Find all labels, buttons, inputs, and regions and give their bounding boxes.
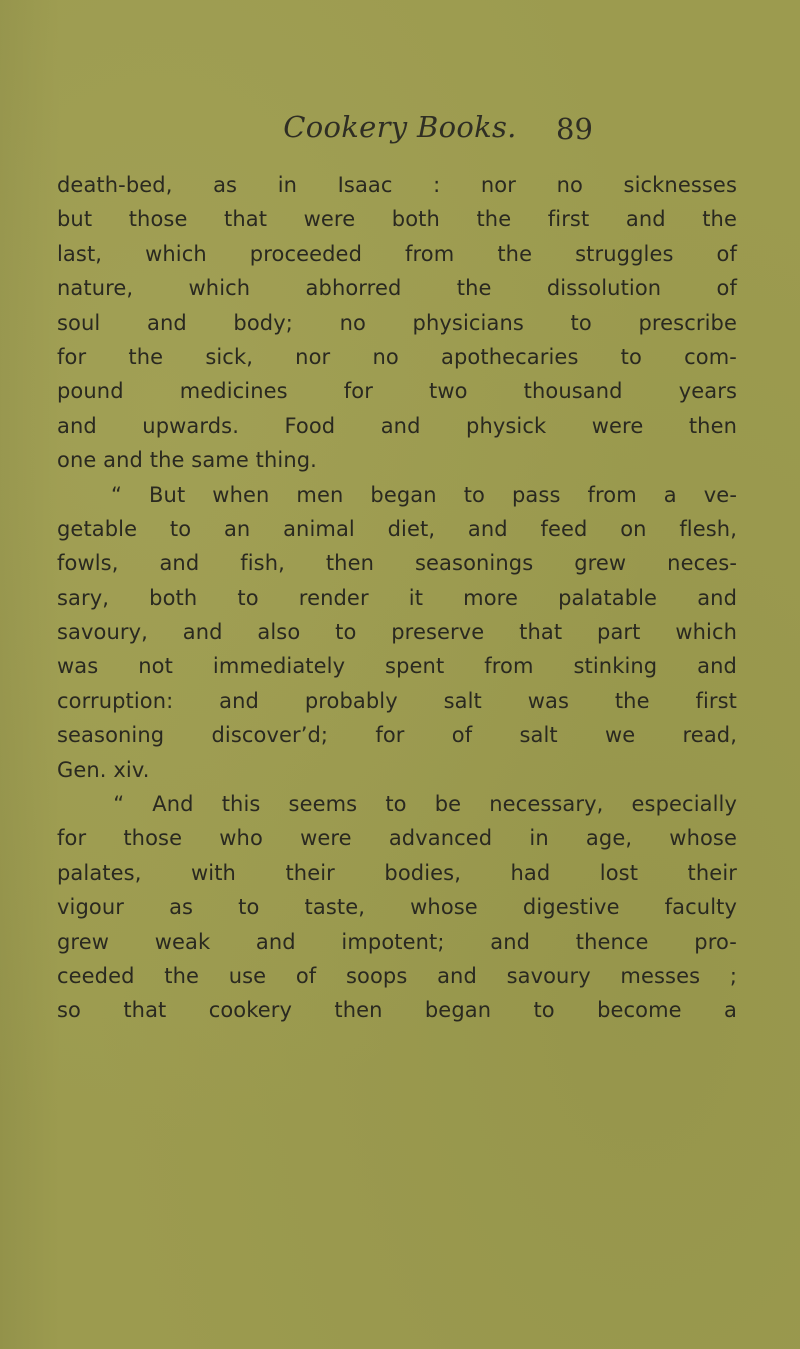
page-number: 89	[556, 112, 593, 146]
text-line: palates, with their bodies, had lost their	[57, 860, 737, 885]
text-line: last, which proceeded from the struggles of	[57, 241, 737, 266]
text-line: soul and body; no physicians to prescribe	[57, 310, 737, 335]
text-line: sary, both to render it more palatable and	[57, 585, 737, 610]
text-line: nature, which abhorred the dissolution of	[57, 276, 737, 301]
text-line: grew weak and impotent; and thence pro-	[57, 929, 737, 954]
text-line: for those who were advanced in age, whose	[57, 826, 737, 851]
text-line: “ But when men began to pass from a ve-	[57, 482, 737, 507]
text-line: savoury, and also to preserve that part which	[57, 620, 737, 645]
text-line: corruption: and probably salt was the first	[57, 688, 737, 713]
text-line: and upwards. Food and physick were then	[57, 413, 737, 438]
text-line: but those that were both the first and the	[57, 207, 737, 232]
text-line: ceeded the use of soops and savoury messes ;	[57, 963, 737, 988]
text-line: seasoning discover’d; for of salt we read,	[57, 723, 737, 748]
text-line: fowls, and fish, then seasonings grew neces-	[57, 551, 737, 576]
text-line: pound medicines for two thousand years	[57, 379, 737, 404]
text-line: was not immediately spent from stinking and	[57, 654, 737, 679]
text-line: “ And this seems to be necessary, especially	[57, 792, 737, 817]
text-line: for the sick, nor no apothecaries to com-	[57, 344, 737, 369]
text-line: Gen. xiv.	[57, 757, 150, 782]
text-line: so that cookery then began to become a	[57, 998, 737, 1023]
text-line: one and the same thing.	[57, 448, 317, 473]
body-text	[57, 168, 737, 1028]
running-head	[0, 110, 800, 150]
text-line: death-bed, as in Isaac : nor no sicknesses	[57, 173, 737, 197]
running-title: Cookery Books.	[283, 110, 517, 144]
text-line: vigour as to taste, whose digestive faculty	[57, 895, 737, 920]
text-line: getable to an animal diet, and feed on flesh,	[57, 516, 737, 541]
